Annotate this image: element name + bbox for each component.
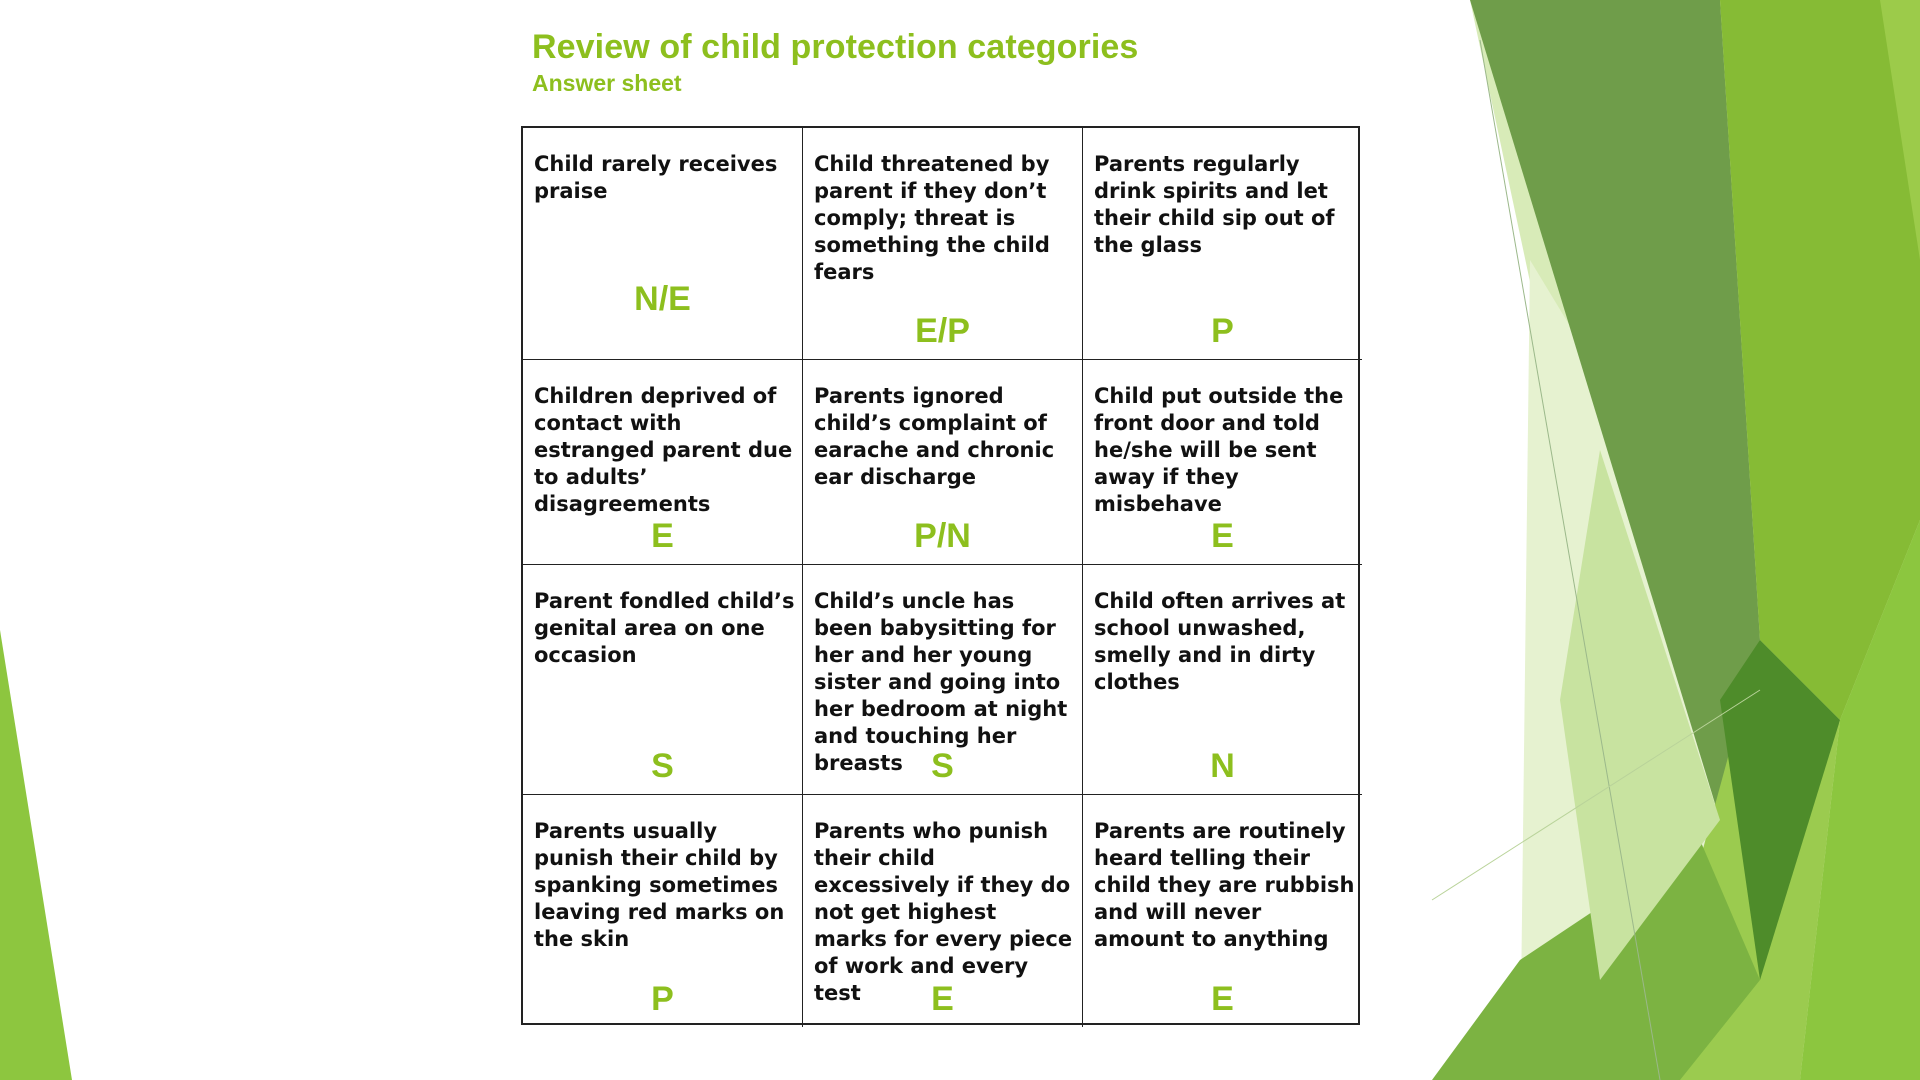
scenario-text: Child threatened by parent if they don’t comply; threat is something the child fears xyxy=(814,152,1050,284)
scenario-text: Parent fondled child’s genital area on one occasion xyxy=(534,589,795,667)
scenario-text: Children deprived of contact with estranged parent due to adults’ disagreements xyxy=(534,384,793,516)
table-cell xyxy=(1083,795,1362,1027)
table-cell xyxy=(523,795,803,1027)
table-cell xyxy=(1083,128,1362,360)
scenario-text: Child’s uncle has been babysitting for her and her young sister and going into her bedroom at night and touching her breasts xyxy=(814,589,1068,775)
scenario-text: Parents who punish their child excessively if they do not get highest marks for every piece of work and every test xyxy=(814,819,1073,1005)
table-cell xyxy=(803,795,1083,1027)
scenario-text: Parents usually punish their child by spanking sometimes leaving red marks on the skin xyxy=(534,819,785,951)
category-answer: E xyxy=(1211,517,1234,555)
table-cell xyxy=(803,128,1083,360)
scenario-text: Child rarely receives praise xyxy=(534,152,778,203)
category-answer: S xyxy=(931,747,954,785)
category-answer: E xyxy=(651,517,674,555)
table-cell xyxy=(803,565,1083,795)
table-cell xyxy=(523,565,803,795)
table-cell xyxy=(523,128,803,360)
category-answer: P/N xyxy=(914,517,971,555)
category-answer: N xyxy=(1210,747,1235,785)
category-answer: E/P xyxy=(915,312,970,350)
scenario-text: Parents are routinely heard telling their child they are rubbish and will never amount to anything xyxy=(1094,819,1355,951)
scenario-text: Parents ignored child’s complaint of earache and chronic ear discharge xyxy=(814,384,1055,489)
category-answer: E xyxy=(931,980,954,1018)
scenario-text: Parents regularly drink spirits and let their child sip out of the glass xyxy=(1094,152,1335,257)
table-cell xyxy=(523,360,803,565)
page-subtitle: Answer sheet xyxy=(532,70,682,96)
category-answer: E xyxy=(1211,980,1234,1018)
category-answer: N/E xyxy=(634,280,691,318)
category-answer: P xyxy=(651,980,674,1018)
page-title: Review of child protection categories xyxy=(532,28,1139,66)
scenario-text: Child put outside the front door and told he/she will be sent away if they misbehave xyxy=(1094,384,1344,516)
answer-table xyxy=(521,126,1360,1025)
table-cell xyxy=(803,360,1083,565)
table-cell xyxy=(1083,360,1362,565)
table-cell xyxy=(1083,565,1362,795)
category-answer: P xyxy=(1211,312,1234,350)
category-answer: S xyxy=(651,747,674,785)
scenario-text: Child often arrives at school unwashed, smelly and in dirty clothes xyxy=(1094,589,1346,694)
